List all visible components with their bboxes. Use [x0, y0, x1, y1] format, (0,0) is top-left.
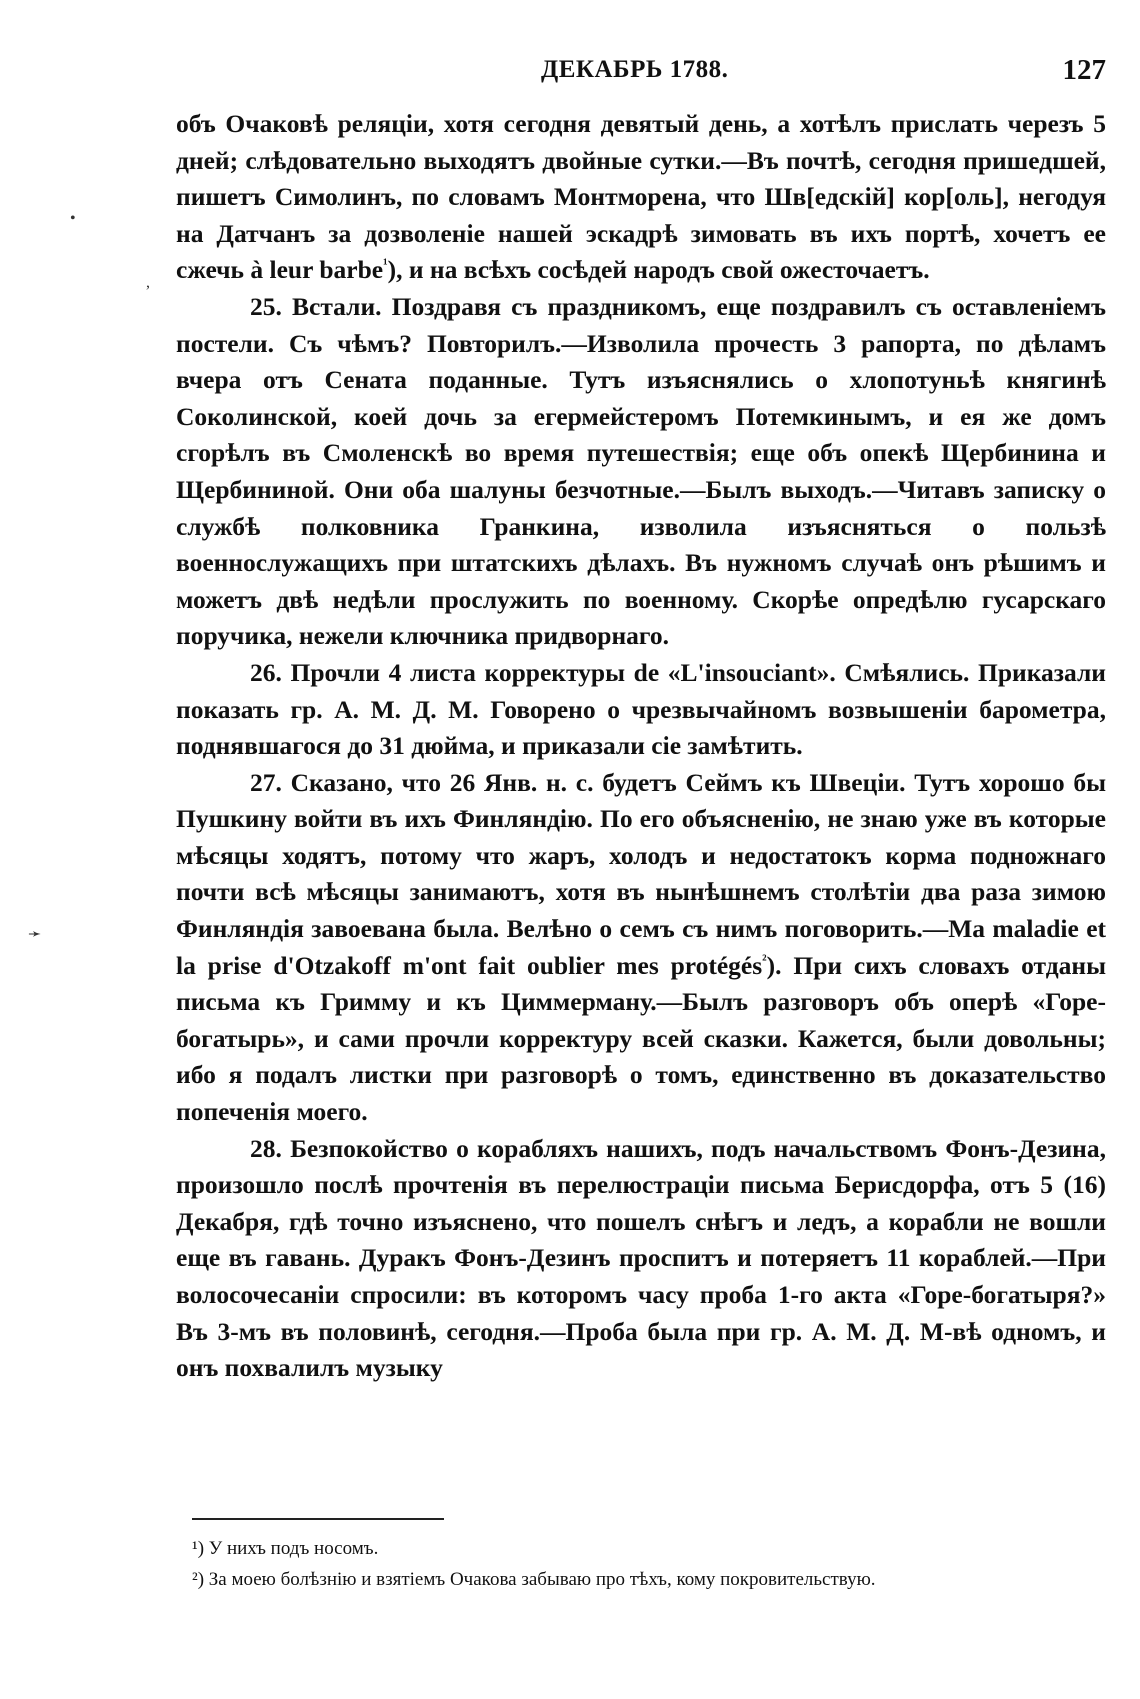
diary-entry-28: 28. Безпокойство о корабляхъ нашихъ, подъ начальствомъ Фонъ-Дезина, произошло послѣ прочтенія въ перелюстраціи письма Берисдорфа, отъ 5 (16) Декабря, гдѣ точно изъяснено, что пошелъ снѣгъ и ледъ, а корабли не вошли еще въ гавань. Дуракъ Фонъ-Дезинъ проспитъ и потеряетъ 11 кораблей.—При волосочесаніи спросили: въ которомъ часу проба 1-го акта «Горе-богатыря?» Въ 3-мъ въ половинѣ, сегодня.—Проба была при гр. А. М. Д. М-вѣ одномъ, и онъ похвалилъ музыку [176, 1133, 1106, 1383]
paragraph-text: объ Очаковѣ реляціи, хотя сегодня девятый день, а хотѣлъ прислать черезъ 5 дней; слѣдовательно выходятъ двойные сутки.—Въ почтѣ, сегодня пришедшей, пишетъ Симолинъ, по словамъ Монтморена, что Шв[едскій] кор[оль], негодуя на Датчанъ за дозволеніе нашей эскадрѣ зимовать въ ихъ портѣ, хочетъ ее сжечь à leur barbe [176, 109, 1106, 285]
margin-dot-mark: • [70, 210, 76, 227]
footnotes [192, 1533, 1106, 1595]
diary-entry-27 [176, 765, 1106, 1131]
diary-entry-26: 26. Прочли 4 листа корректуры de «L'insouciant». Смѣялись. Приказали показать гр. А. М. Д. М. Говорено о чрезвычайномъ возвышеніи барометра, поднявшагося до 31 дюйма, и приказали сіе замѣтить. [176, 657, 1106, 761]
footnote-mark: ¹ [383, 256, 388, 273]
paragraph-text-continuation: ). При сихъ словахъ отданы письма къ Гримму и къ Циммерману.—Былъ разговоръ объ оперѣ «Горе-богатырь», и сами прочли корректуру всей сказки. Кажется, были довольны; ибо я подалъ листки при разговорѣ о томъ, единственно въ доказательство попеченія моего. [176, 950, 1106, 1127]
page-header [176, 52, 1106, 92]
margin-comma-mark: , [146, 274, 150, 291]
diary-entry-25: 25. Встали. Поздравя съ праздникомъ, еще поздравилъ съ оставленіемъ постели. Съ чѣмъ? Повторилъ.—Изволила прочесть 3 рапорта, по дѣламъ вчера отъ Сената поданные. Тутъ изъяснялись о хлопотуньѣ княгинѣ Соколинской, коей дочь за егермейстеромъ Потемкинымъ, и ея же домъ сгорѣлъ въ Смоленскѣ во время путешествія; еще объ опекѣ Щербинина и Щербининой. Они оба шалуны безчотные.—Былъ выходъ.—Читавъ записку о службѣ полковника Гранкина, изволила изъясняться о пользѣ военнослужащихъ при штатскихъ дѣлахъ. Въ нужномъ случаѣ онъ рѣшимъ и можетъ двѣ недѣли прослужить по военному. Скорѣе опредѣлю гусарскаго поручика, нежели ключника придворнаго. [176, 291, 1106, 651]
paragraph-text-continuation: ), и на всѣхъ сосѣдей народъ свой ожесточаетъ. [387, 255, 930, 285]
page-number: 127 [1062, 54, 1106, 86]
footnote-mark: ² [762, 952, 767, 969]
footnote-divider [192, 1518, 444, 1520]
margin-arrow-mark: ➛ [28, 926, 42, 943]
body-text [176, 106, 1106, 1387]
paragraph-continued [176, 106, 1106, 289]
footnote-1: ¹) У нихъ подъ носомъ. [192, 1538, 379, 1559]
footnote-2: ²) За моею болѣзнію и взятіемъ Очакова забываю про тѣхъ, кому покровительствую. [192, 1569, 876, 1590]
paragraph-text: 27. Сказано, что 26 Янв. н. с. будетъ Сеймъ къ Швеціи. Тутъ хорошо бы Пушкину войти въ ихъ Финляндію. По его объясненію, не знаю уже въ которые мѣсяцы ходятъ, потому что жаръ, холодъ и недостатокъ корма подножнаго почти всѣ мѣсяцы занимаютъ, хотя въ нынѣшнемъ столѣтіи два раза зимою Финляндія завоевана была. Велѣно о семъ съ нимъ поговорить.—Ma maladie et la prise d'Otzakoff m'ont fait oublier mes protégés [176, 767, 1106, 980]
running-title: ДЕКАБРЬ 1788. [541, 56, 729, 83]
